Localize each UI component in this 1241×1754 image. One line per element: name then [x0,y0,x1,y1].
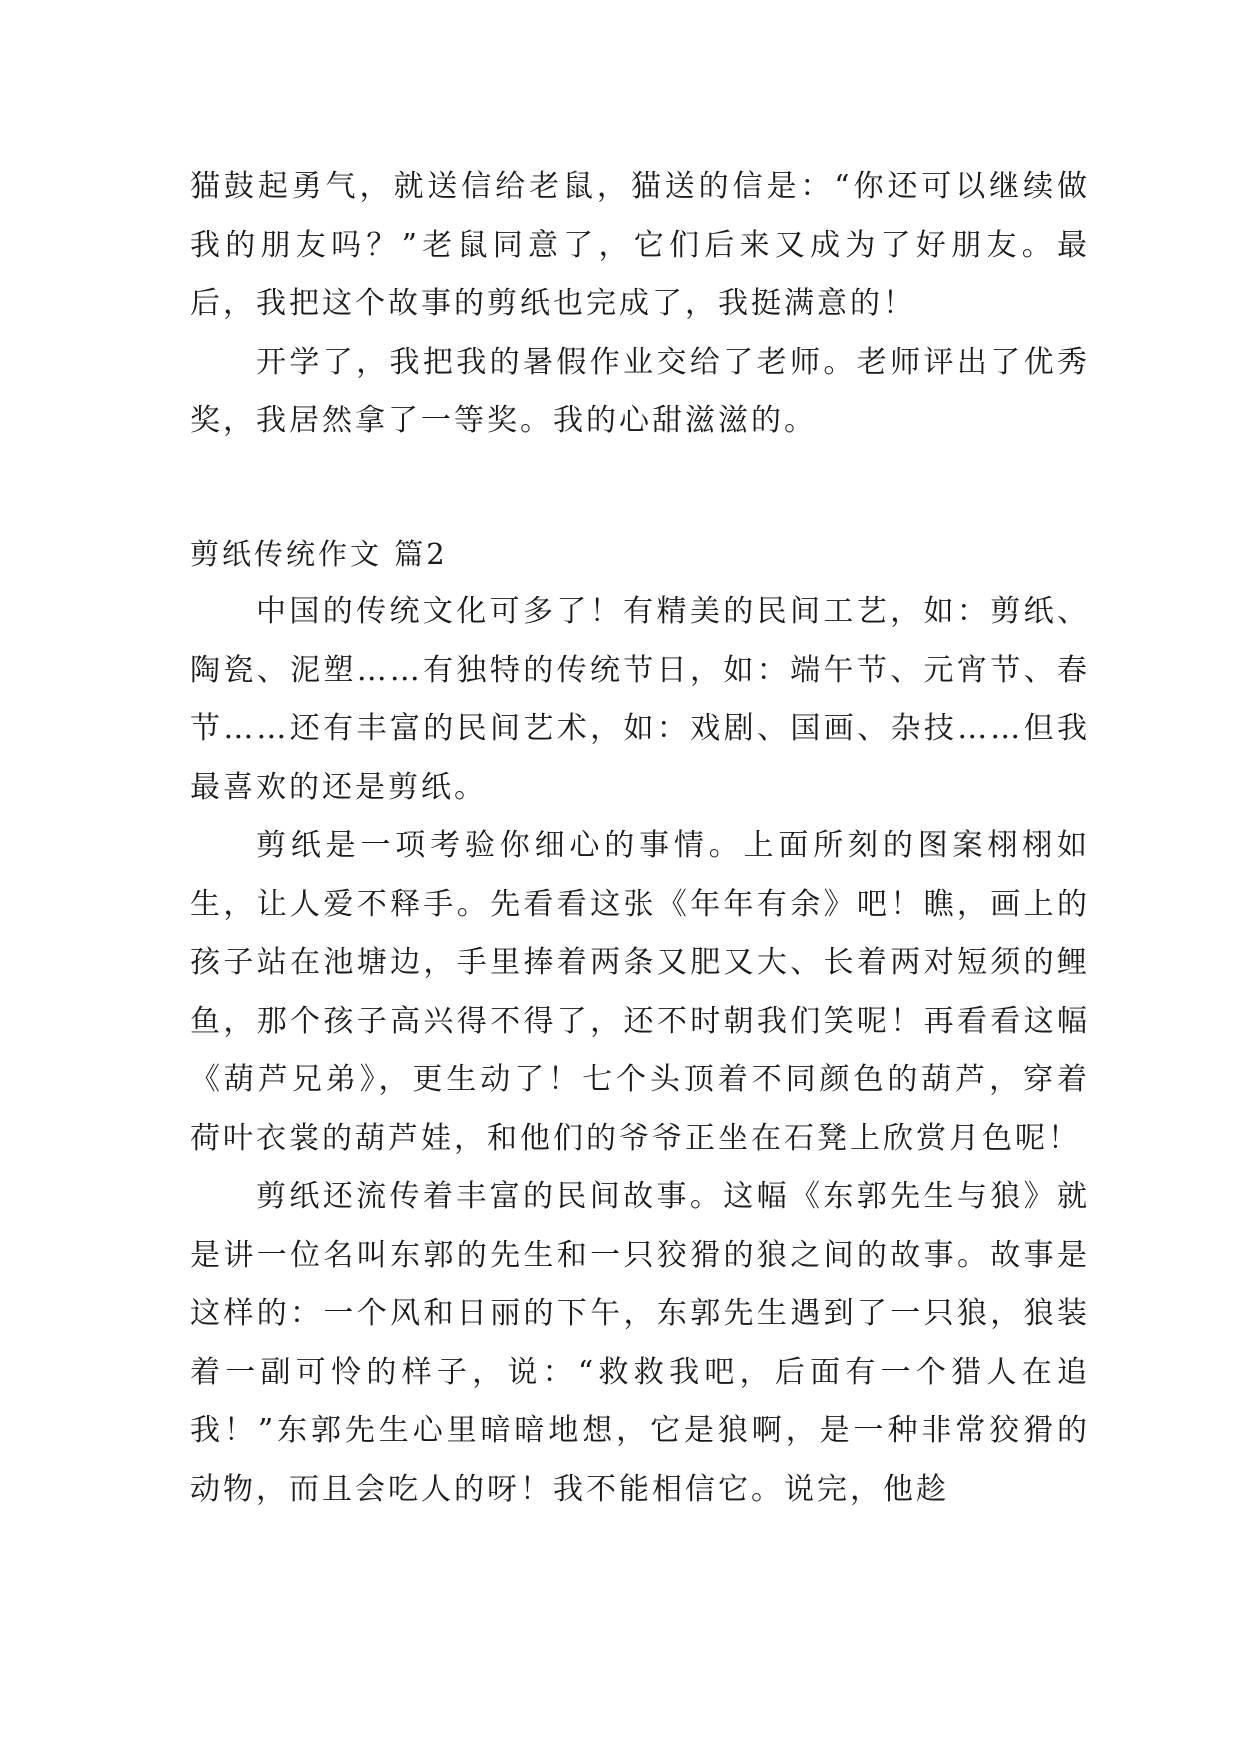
paragraph-papercut-patterns: 剪纸是一项考验你细心的事情。上面所刻的图案栩栩如生，让人爱不释手。先看看这张《年年有余》吧！瞧，画上的孩子站在池塘边，手里捧着两条又肥又大、长着两对短须的鲤鱼，那个孩子高兴得不得了，还不时朝我们笑呢！再看看这幅《葫芦兄弟》，更生动了！七个头顶着不同颜色的葫芦，穿着荷叶衣裳的葫芦娃，和他们的爷爷正坐在石凳上欣赏月色呢！ [190,828,1090,1156]
paragraph-school-start: 开学了，我把我的暑假作业交给了老师。老师评出了优秀奖，我居然拿了一等奖。我的心甜滋滋的。 [190,344,1090,438]
paragraph-continuation: 猫鼓起勇气，就送信给老鼠，猫送的信是：“你还可以继续做我的朋友吗？”老鼠同意了，它们后来又成为了好朋友。最后，我把这个故事的剪纸也完成了，我挺满意的！ [190,169,1090,321]
document-body [190,158,1090,1519]
paragraph-folk-stories: 剪纸还流传着丰富的民间故事。这幅《东郭先生与狼》就是讲一位名叫东郭的先生和一只狡猾的狼之间的故事。故事是这样的：一个风和日丽的下午，东郭先生遇到了一只狼，狼装着一副可怜的样子，说：“救救我吧，后面有一个猎人在追我！”东郭先生心里暗暗地想，它是狼啊，是一种非常狡猾的动物，而且会吃人的呀！我不能相信它。说完，他趁 [190,1179,1090,1507]
paragraph-traditional-culture: 中国的传统文化可多了！有精美的民间工艺，如：剪纸、陶瓷、泥塑……有独特的传统节日，如：端午节、元宵节、春节……还有丰富的民间艺术，如：戏剧、国画、杂技……但我最喜欢的还是剪纸。 [190,594,1090,805]
section-title: 剪纸传统作文 篇2 [190,536,448,571]
